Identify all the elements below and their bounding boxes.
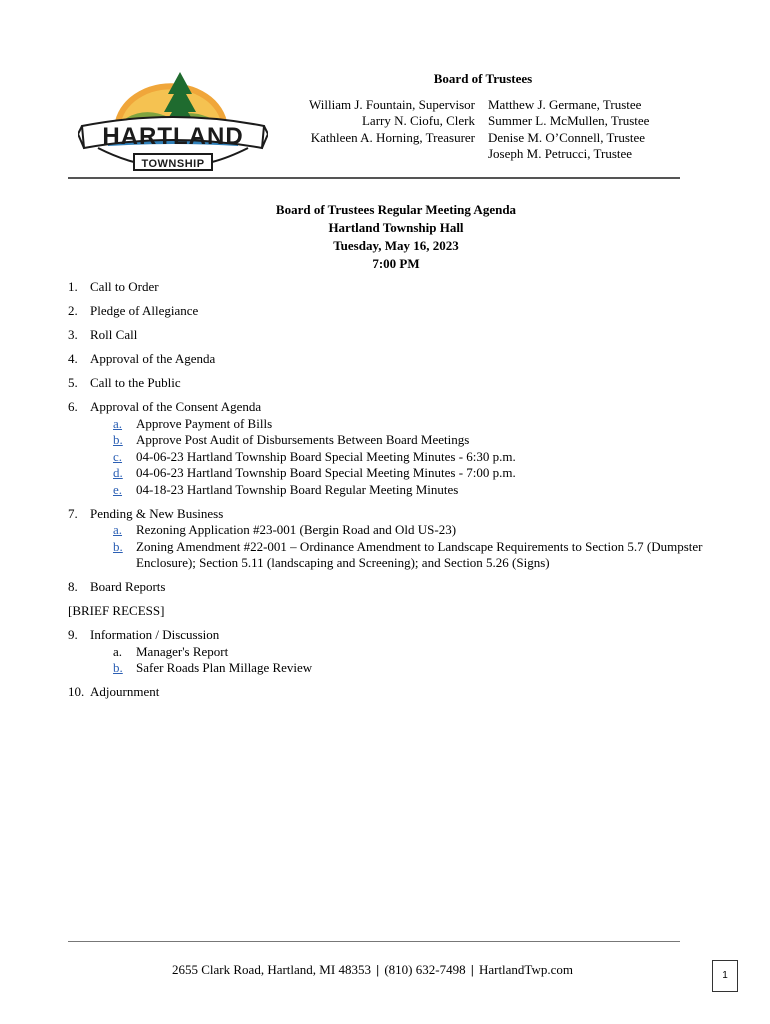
agenda-subitem [113, 482, 708, 499]
subitem-text: Approve Post Audit of Disbursements Between Board Meetings [136, 432, 470, 447]
agenda-item [68, 506, 708, 523]
header-divider [68, 177, 680, 179]
agenda-subitem [113, 449, 708, 466]
discussion-subitems [68, 644, 708, 677]
brief-recess [68, 603, 708, 620]
subitem-link[interactable]: d. [113, 465, 123, 480]
footer-phone: (810) 632-7498 [384, 962, 466, 977]
agenda-item-number: 10. [68, 684, 85, 699]
footer-website[interactable]: HartlandTwp.com [478, 962, 573, 977]
officers-list-left [280, 97, 475, 146]
agenda-item [68, 303, 708, 320]
agenda-item-number: 4. [68, 351, 78, 366]
officer-treasurer: Kathleen A. Horning, Treasurer [310, 129, 475, 145]
agenda-heading [196, 201, 596, 273]
trustee-name: Summer L. McMullen, Trustee [488, 113, 650, 129]
footer-separator: | [376, 962, 380, 977]
agenda-subitem [113, 539, 708, 572]
subitem-link[interactable]: e. [113, 481, 123, 497]
subitem-link[interactable]: b. [113, 660, 123, 675]
agenda-item-text: Pledge of Allegiance [90, 303, 199, 318]
page-number: 1 [712, 960, 738, 992]
subitem-text: Rezoning Application #23-001 (Bergin Road and Old US-23) [136, 522, 457, 537]
agenda-item [68, 279, 708, 296]
agenda-item-number: 5. [68, 375, 78, 390]
agenda-item [68, 375, 708, 392]
agenda-subitem [113, 644, 708, 661]
agenda-item [68, 351, 708, 368]
footer-separator: | [470, 962, 474, 977]
business-subitems [68, 522, 708, 572]
subitem-link[interactable]: a. [113, 415, 123, 431]
footer-address: 2655 Clark Road, Hartland, MI 48353 [172, 962, 371, 977]
agenda-item-text: Roll Call [90, 327, 138, 342]
meeting-location: Hartland Township Hall [328, 220, 464, 235]
subitem-link[interactable]: c. [113, 448, 123, 464]
agenda-item-text: Call to the Public [90, 375, 181, 390]
officer-supervisor: William J. Fountain, Supervisor [309, 97, 475, 112]
board-of-trustees-title: Board of Trustees [433, 71, 533, 86]
subitem-text: 04-06-23 Hartland Township Board Special Meeting Minutes - 6:30 p.m. [136, 448, 516, 464]
subitem-text: Zoning Amendment #22-001 – Ordinance Amendment to Landscape Requirements to Section 5.7 (Dumpster Enclosure); Section 5.11 (landscaping and Screening); and Section 5.26 (Signs) [136, 538, 703, 570]
footer [100, 962, 645, 978]
trustee-name: Joseph M. Petrucci, Trustee [488, 145, 633, 161]
agenda-item [68, 627, 708, 644]
subitem-text: Safer Roads Plan Millage Review [136, 660, 313, 675]
svg-text:TOWNSHIP: TOWNSHIP [141, 158, 205, 170]
officer-clerk: Larry N. Ciofu, Clerk [361, 113, 475, 129]
agenda-subitem [113, 465, 708, 482]
subitem-text: Approve Payment of Bills [136, 415, 273, 431]
agenda-item-text: Approval of the Agenda [90, 351, 216, 366]
agenda-title: Board of Trustees Regular Meeting Agenda [275, 202, 517, 217]
agenda-item [68, 327, 708, 344]
agenda-subitem [113, 416, 708, 433]
subitem-link[interactable]: a. [113, 522, 123, 537]
agenda-item-text: Information / Discussion [90, 627, 220, 642]
agenda-item-text: Board Reports [90, 579, 166, 594]
agenda-item-text: Call to Order [90, 279, 159, 294]
trustee-name: Denise M. O’Connell, Trustee [488, 129, 646, 145]
subitem-text: 04-06-23 Hartland Township Board Special Meeting Minutes - 7:00 p.m. [136, 465, 516, 480]
brief-recess-text: [BRIEF RECESS] [68, 603, 165, 618]
agenda-item-number: 2. [68, 303, 78, 318]
agenda-item [68, 579, 708, 596]
agenda-item-text: Adjournment [90, 684, 160, 699]
officers-list-right [488, 97, 688, 162]
agenda-subitem [113, 522, 708, 539]
meeting-time: 7:00 PM [372, 256, 420, 271]
agenda-list [68, 279, 708, 701]
meeting-date: Tuesday, May 16, 2023 [333, 238, 459, 253]
consent-agenda-subitems [68, 416, 708, 499]
agenda-item-number: 6. [68, 399, 78, 414]
footer-divider [68, 941, 680, 942]
agenda-item [68, 399, 708, 416]
hartland-township-logo [78, 68, 268, 176]
agenda-item-number: 8. [68, 579, 78, 594]
agenda-subitem [113, 660, 708, 677]
svg-text:HARTLAND: HARTLAND [102, 123, 244, 150]
subitem-link[interactable]: b. [113, 538, 123, 554]
agenda-item-number: 1. [68, 279, 78, 294]
agenda-item-number: 3. [68, 327, 78, 342]
subitem-text: 04-18-23 Hartland Township Board Regular Meeting Minutes [136, 481, 459, 497]
agenda-item-text: Pending & New Business [90, 505, 224, 521]
agenda-item-number: 7. [68, 505, 78, 521]
agenda-item [68, 684, 708, 701]
trustee-name: Matthew J. Germane, Trustee [488, 97, 642, 112]
agenda-item-number: 9. [68, 627, 78, 642]
subitem-letter: a. [113, 643, 123, 659]
subitem-text: Manager's Report [136, 643, 229, 659]
agenda-item-text: Approval of the Consent Agenda [90, 399, 262, 414]
agenda-subitem [113, 432, 708, 449]
subitem-link[interactable]: b. [113, 432, 123, 447]
